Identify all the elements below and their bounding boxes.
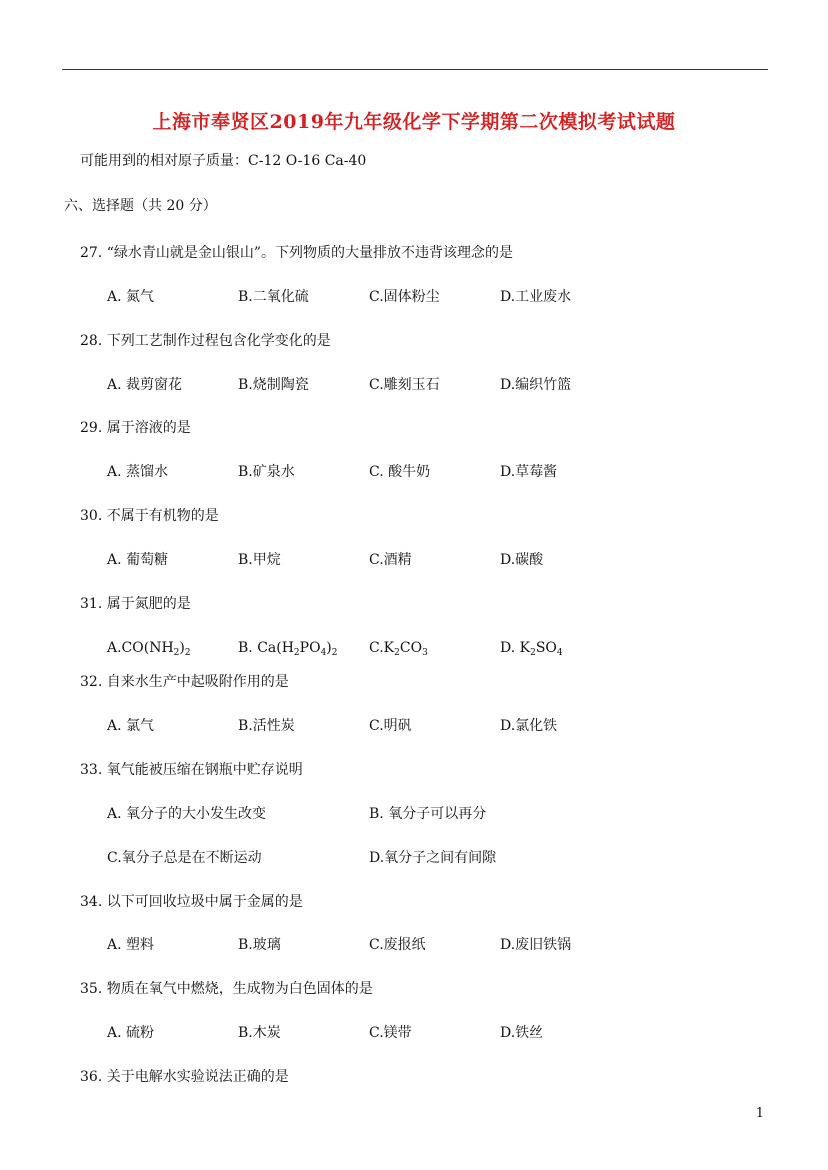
q35-option-d: D.铁丝: [500, 1025, 544, 1041]
q31-option-b: B. $Ca(H_2PO_4)_2$: [238, 640, 338, 658]
question-29-stem: 29. 属于溶液的是: [80, 420, 191, 436]
q28-option-d: D.编织竹篮: [500, 377, 572, 393]
q31-option-a: $A.CO(NH_2)_2$: [107, 640, 191, 658]
q28-option-c: C.雕刻玉石: [369, 377, 440, 393]
question-34-stem: 34. 以下可回收垃圾中属于金属的是: [80, 894, 303, 910]
q30-option-d: D.碳酸: [500, 552, 544, 568]
q34-option-a: A. 塑料: [107, 937, 155, 953]
q27-option-d: D.工业废水: [500, 289, 572, 305]
q32-option-c: C.明矾: [369, 718, 412, 734]
question-30-stem: 30. 不属于有机物的是: [80, 508, 219, 524]
q28-option-b: B.烧制陶瓷: [238, 377, 309, 393]
q27-option-a: A. 氮气: [107, 289, 155, 305]
q34-option-c: C.废报纸: [369, 937, 426, 953]
q33-option-a: A. 氧分子的大小发生改变: [107, 806, 267, 822]
q30-option-b: B.甲烷: [238, 552, 281, 568]
question-36-stem: 36. 关于电解水实验说法正确的是: [80, 1069, 289, 1085]
q28-option-a: A. 裁剪窗花: [107, 377, 183, 393]
q33-option-c: C.氧分子总是在不断运动: [107, 850, 262, 866]
q33-option-d: D.氧分子之间有间隙: [369, 850, 497, 866]
header-rule: [62, 69, 768, 70]
page-number: 1: [755, 1106, 764, 1121]
q34-option-d: D.废旧铁锅: [500, 937, 572, 953]
q27-option-c: C.固体粉尘: [369, 289, 440, 305]
section-heading: 六、选择题（共 20 分）: [64, 198, 217, 214]
question-32-stem: 32. 自来水生产中起吸附作用的是: [80, 674, 289, 690]
q34-option-b: B.玻璃: [238, 937, 281, 953]
q29-option-a: A. 蒸馏水: [107, 464, 169, 480]
q35-option-c: C.镁带: [369, 1025, 412, 1041]
question-28-stem: 28. 下列工艺制作过程包含化学变化的是: [80, 333, 331, 349]
q32-option-d: D.氯化铁: [500, 718, 558, 734]
q33-option-b: B. 氧分子可以再分: [369, 806, 487, 822]
q29-option-c: C. 酸牛奶: [369, 464, 431, 480]
q32-option-b: B.活性炭: [238, 718, 295, 734]
q29-option-d: D.草莓酱: [500, 464, 558, 480]
q35-option-b: B.木炭: [238, 1025, 281, 1041]
question-31-stem: 31. 属于氮肥的是: [80, 596, 191, 612]
question-33-stem: 33. 氧气能被压缩在钢瓶中贮存说明: [80, 762, 303, 778]
q29-option-b: B.矿泉水: [238, 464, 295, 480]
q31-option-d: D. $K_2SO_4$: [500, 640, 563, 658]
question-35-stem: 35. 物质在氧气中燃烧，生成物为白色固体的是: [80, 981, 373, 997]
q32-option-a: A. 氯气: [107, 718, 155, 734]
q30-option-c: C.酒精: [369, 552, 412, 568]
question-27-stem: 27. “绿水青山就是金山银山”。下列物质的大量排放不违背该理念的是: [80, 245, 514, 261]
atomic-mass-note: 可能用到的相对原子质量：C-12 O-16 Ca-40: [80, 153, 367, 169]
q31-option-c: $C.K_2CO_3$: [369, 640, 428, 658]
q35-option-a: A. 硫粉: [107, 1025, 155, 1041]
q27-option-b: B.二氧化硫: [238, 289, 309, 305]
q30-option-a: A. 葡萄糖: [107, 552, 169, 568]
page-title: 上海市奉贤区2019年九年级化学下学期第二次模拟考试试题: [152, 111, 676, 133]
